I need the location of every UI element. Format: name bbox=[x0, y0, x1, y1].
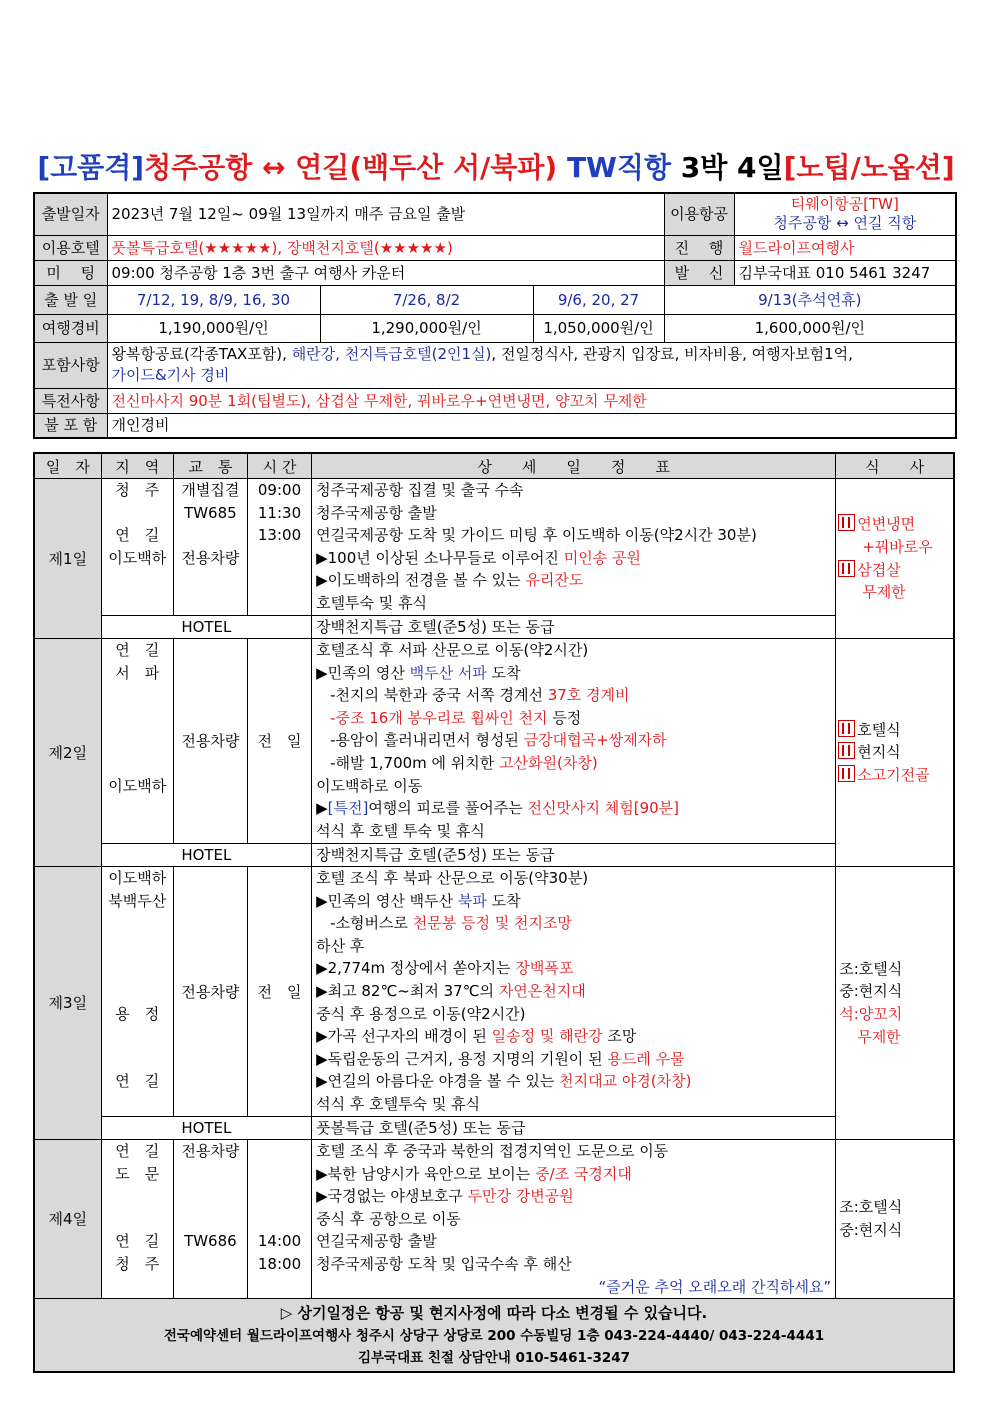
detail-text: 도착 bbox=[486, 663, 521, 682]
detail-highlight: 유리잔도 bbox=[525, 571, 584, 590]
region bbox=[102, 502, 173, 525]
price-2: 1,290,000원/인 bbox=[320, 314, 533, 342]
detail-highlight: 북파 bbox=[457, 891, 487, 910]
day3-meals bbox=[836, 867, 954, 1140]
footer-consult: 김부국대표 친절 상담안내 010-5461-3247 bbox=[357, 1350, 631, 1367]
region: 도 문 bbox=[115, 1164, 160, 1183]
date-group-1: 7/12, 19, 8/9, 16, 30 bbox=[107, 285, 320, 314]
detail-line: 호텔조식 후 서파 산문으로 이동(약2시간) bbox=[316, 641, 589, 659]
detail-line: 청주국제공항 도착 및 입국수속 후 해산 bbox=[316, 1254, 572, 1273]
detail-text: 여행의 피로를 풀어주는 bbox=[368, 799, 528, 818]
day1-meals bbox=[836, 479, 954, 639]
region: 청 주 bbox=[115, 481, 160, 499]
airline-value bbox=[734, 193, 956, 235]
day1-details bbox=[312, 479, 836, 616]
detail-text: -해발 1,700m 에 위치한 bbox=[330, 753, 500, 772]
header-transport: 교 통 bbox=[173, 453, 247, 479]
detail-text: 조망 bbox=[602, 1027, 637, 1046]
title-prefix: [고품격] bbox=[37, 151, 145, 184]
detail-line bbox=[316, 1048, 831, 1071]
meeting-value: 09:00 청주공항 1층 3번 출구 여행사 카운터 bbox=[107, 260, 664, 285]
day4-transport bbox=[173, 1140, 247, 1299]
detail-line: 호텔 조식 후 북파 산문으로 이동(약30분) bbox=[316, 869, 589, 887]
meal-text: 중:현지식 bbox=[839, 1221, 903, 1240]
detail-line: 중식 후 용정으로 이동(약2시간) bbox=[316, 1004, 526, 1023]
day1-hotel: 장백천지특급 호텔(준5성) 또는 동급 bbox=[312, 616, 836, 639]
fork-knife-icon bbox=[838, 720, 855, 737]
meal-text: 무제한 bbox=[862, 583, 906, 602]
detail-line bbox=[316, 1070, 831, 1093]
footer-notice: ▷ 상기일정은 항공 및 현지사정에 따라 다소 변경될 수 있습니다. bbox=[280, 1304, 708, 1323]
detail-line bbox=[316, 569, 831, 592]
day3-transport: 전용차량 bbox=[173, 867, 247, 1117]
header-meal: 식 사 bbox=[836, 453, 954, 479]
time: 14:00 bbox=[257, 1232, 302, 1251]
included-part-a: 왕복항공료(각종TAX포함), bbox=[111, 345, 292, 363]
day2-time: 전 일 bbox=[247, 639, 311, 844]
transport: 전용차량 bbox=[181, 548, 240, 567]
hotel-value: 풋볼특급호텔(★★★★★), 장백천지호텔(★★★★★) bbox=[107, 235, 664, 260]
header-detail: 상 세 일 정 표 bbox=[312, 453, 836, 479]
detail-line bbox=[316, 797, 831, 820]
transport: TW685 bbox=[184, 503, 237, 522]
day2-details bbox=[312, 639, 836, 844]
special-value: 전신마사지 90분 1회(팁별도), 삼겹살 무제한, 꿔바로우+연변냉면, 양꼬치 무제한 bbox=[107, 388, 956, 413]
included-value bbox=[107, 342, 956, 388]
transport: TW686 bbox=[184, 1232, 237, 1251]
header-day: 일 자 bbox=[34, 453, 101, 479]
detail-highlight: 두만강 강변공원 bbox=[467, 1187, 574, 1206]
day3-details bbox=[312, 867, 836, 1117]
detail-text: ▶ bbox=[316, 799, 328, 818]
detail-text: 등정 bbox=[547, 708, 582, 727]
meal-text: 소고기전골 bbox=[857, 765, 930, 784]
day3-hotel: 풋볼특급 호텔(준5성) 또는 동급 bbox=[312, 1117, 836, 1140]
detail-highlight: 자연온천지대 bbox=[498, 981, 586, 1000]
detail-highlight: 미인송 공원 bbox=[563, 548, 641, 567]
title-duration: 3박 4일 bbox=[680, 151, 784, 184]
detail-text: -용암이 흘러내리면서 형성된 bbox=[330, 731, 524, 750]
fork-knife-icon bbox=[838, 742, 855, 759]
included-part-c: , 전일정식사, 관광지 입장료, 비자비용, 여행자보험1억, bbox=[491, 345, 853, 363]
meal-line bbox=[838, 513, 949, 536]
region: 북백두산 bbox=[108, 891, 167, 910]
excluded-label: 불 포 함 bbox=[34, 413, 107, 438]
day4-details bbox=[312, 1140, 836, 1299]
header-time: 시 간 bbox=[247, 453, 311, 479]
region: 연 길 bbox=[115, 526, 160, 545]
detail-highlight: 천문봉 등정 및 천지조망 bbox=[412, 914, 572, 933]
time: 11:30 bbox=[257, 503, 302, 522]
airline-label: 이용항공 bbox=[664, 193, 734, 235]
detail-line bbox=[316, 980, 831, 1003]
detail-line: 석식 후 호텔투숙 및 휴식 bbox=[316, 1094, 481, 1113]
detail-text: ▶100년 이상된 소나무들로 이루어진 bbox=[316, 548, 564, 567]
day3-time: 전 일 bbox=[247, 867, 311, 1117]
meal-text: 중:현지식 bbox=[839, 982, 903, 1001]
detail-line: 연길국제공항 도착 및 가이드 미팅 후 이도백하 이동(약2시간 30분) bbox=[316, 526, 757, 545]
sender-label: 발 신 bbox=[664, 260, 734, 285]
detail-line bbox=[316, 547, 831, 570]
detail-line bbox=[316, 707, 831, 730]
depart-label: 출발일자 bbox=[34, 193, 107, 235]
airline-route: 청주공항 ↔ 연길 직항 bbox=[773, 214, 917, 233]
detail-text: ▶민족의 영산 bbox=[316, 663, 410, 682]
title-route: 청주공항 ↔ 연길(백두산 서/북파) bbox=[144, 151, 558, 184]
detail-line bbox=[316, 957, 831, 980]
time: 13:00 bbox=[257, 526, 302, 545]
price-4: 1,600,000원/인 bbox=[664, 314, 956, 342]
detail-highlight: 용드레 우물 bbox=[607, 1049, 685, 1068]
meal-text: 조:호텔식 bbox=[839, 959, 903, 978]
meal-text: 연변냉면 bbox=[857, 515, 916, 534]
transport bbox=[174, 524, 247, 547]
special-label: 특전사항 bbox=[34, 388, 107, 413]
region: 서 파 bbox=[115, 663, 160, 682]
detail-line bbox=[316, 912, 831, 935]
time: 09:00 bbox=[257, 481, 302, 499]
meal-line bbox=[838, 719, 949, 742]
detail-highlight: 고산화원(차창) bbox=[499, 753, 598, 772]
day4-regions bbox=[101, 1140, 173, 1299]
price-label: 여행경비 bbox=[34, 314, 107, 342]
fork-knife-icon bbox=[838, 514, 855, 531]
operator-value: 월드라이프여행사 bbox=[734, 235, 956, 260]
day3-label: 제3일 bbox=[34, 867, 101, 1140]
page-title bbox=[0, 146, 992, 186]
detail-highlight: 전신맛사지 체험[90분] bbox=[527, 799, 680, 818]
meal-line bbox=[838, 559, 949, 582]
detail-text: 도착 bbox=[486, 891, 521, 910]
fork-knife-icon bbox=[838, 765, 855, 782]
detail-line bbox=[316, 684, 831, 707]
day1-hotel-label: HOTEL bbox=[101, 616, 311, 639]
meal-text: 무제한 bbox=[857, 1027, 901, 1046]
region: 연 길 bbox=[115, 1072, 160, 1091]
detail-highlight: 금강대협곡+쌍제자하 bbox=[523, 731, 667, 750]
meal-line bbox=[838, 741, 949, 764]
detail-line bbox=[316, 752, 831, 775]
day4-label: 제4일 bbox=[34, 1140, 101, 1299]
airline-name: 티웨이항공[TW] bbox=[790, 195, 899, 214]
detail-text: ▶북한 남양시가 육안으로 보이는 bbox=[316, 1164, 536, 1183]
schedule-table bbox=[33, 452, 955, 1373]
day4-times bbox=[247, 1140, 311, 1299]
meal-text: +꿔바로우 bbox=[862, 537, 933, 556]
detail-line: 연길국제공항 출발 bbox=[316, 1232, 437, 1251]
day2-meals bbox=[836, 639, 954, 867]
title-direct: TW직항 bbox=[566, 151, 672, 184]
day2-label: 제2일 bbox=[34, 639, 101, 867]
price-3: 1,050,000원/인 bbox=[533, 314, 664, 342]
meal-text: 석:양꼬치 bbox=[839, 1005, 903, 1023]
included-part-b: 해란강, 천지특급호텔(2인1실) bbox=[291, 345, 492, 363]
region: 이도백하 bbox=[108, 776, 167, 795]
meal-line bbox=[838, 764, 949, 787]
detail-text: ▶이도백하의 전경을 볼 수 있는 bbox=[316, 571, 526, 590]
detail-line bbox=[316, 1163, 831, 1186]
dates-label: 출 발 일 bbox=[34, 285, 107, 314]
day2-regions bbox=[101, 639, 173, 844]
detail-line bbox=[316, 662, 831, 685]
day4-meals bbox=[836, 1140, 954, 1299]
detail-text: ▶독립운동의 근거지, 용정 지명의 기원이 된 bbox=[316, 1049, 608, 1068]
detail-text: -소형버스로 bbox=[330, 914, 413, 933]
meal-text: 삼겹살 bbox=[857, 560, 901, 579]
detail-line: 하산 후 bbox=[316, 936, 365, 955]
included-part-d: 가이드&기사 경비 bbox=[111, 366, 230, 384]
region: 연 길 bbox=[115, 641, 160, 659]
detail-line bbox=[316, 890, 831, 913]
region: 연 길 bbox=[115, 1142, 160, 1160]
included-label: 포함사항 bbox=[34, 342, 107, 388]
price-1: 1,190,000원/인 bbox=[107, 314, 320, 342]
day3-regions bbox=[101, 867, 173, 1117]
title-suffix: [노팁/노옵션] bbox=[783, 151, 955, 184]
detail-text: ▶2,774m 정상에서 쏟아지는 bbox=[316, 959, 516, 978]
meal-text: 현지식 bbox=[857, 743, 901, 762]
detail-line: 중식 후 공항으로 이동 bbox=[316, 1209, 461, 1228]
detail-text: ▶가곡 선구자의 배경이 된 bbox=[316, 1027, 492, 1046]
detail-text: ▶연길의 아름다운 야경을 볼 수 있는 bbox=[316, 1072, 560, 1091]
closing-message: “즐거운 추억 오래오래 간직하세요” bbox=[598, 1277, 832, 1296]
footer bbox=[34, 1299, 954, 1373]
excluded-value: 개인경비 bbox=[107, 413, 956, 438]
region: 용 정 bbox=[115, 1004, 160, 1023]
day1-times bbox=[247, 479, 311, 616]
region: 이도백하 bbox=[108, 869, 167, 887]
day3-hotel-label: HOTEL bbox=[101, 1117, 311, 1140]
detail-highlight: 장백폭포 bbox=[515, 959, 574, 978]
detail-line: 호텔투숙 및 휴식 bbox=[316, 593, 428, 612]
fork-knife-icon bbox=[838, 560, 855, 577]
detail-text: -천지의 북한과 중국 서쪽 경계선 bbox=[330, 686, 548, 705]
day2-hotel: 장백천지특급 호텔(준5성) 또는 동급 bbox=[312, 844, 836, 867]
region: 연 길 bbox=[115, 1232, 160, 1251]
sender-value: 김부국대표 010 5461 3247 bbox=[734, 260, 956, 285]
date-group-2: 7/26, 8/2 bbox=[320, 285, 533, 314]
header-region: 지 역 bbox=[101, 453, 173, 479]
time: 18:00 bbox=[257, 1254, 302, 1273]
day1-regions bbox=[101, 479, 173, 616]
hotel-label: 이용호텔 bbox=[34, 235, 107, 260]
detail-highlight: 37호 경계비 bbox=[547, 686, 630, 705]
detail-line: 석식 후 호텔 투숙 및 휴식 bbox=[316, 821, 485, 840]
region: 이도백하 bbox=[108, 548, 167, 567]
day1-transport bbox=[173, 479, 247, 616]
transport: 개별집결 bbox=[181, 481, 240, 499]
info-table bbox=[33, 192, 957, 439]
day2-transport: 전용차량 bbox=[173, 639, 247, 844]
detail-line: 이도백하로 이동 bbox=[316, 776, 423, 795]
meeting-label: 미 팅 bbox=[34, 260, 107, 285]
detail-highlight: 중/조 국경지대 bbox=[535, 1164, 632, 1183]
footer-contact: 전국예약센터 월드라이프여행사 청주시 상당구 상당로 200 수동빌딩 1층 043-224-4440/ 043-224-4441 bbox=[163, 1328, 825, 1345]
detail-text: ▶국경없는 야생보호구 bbox=[316, 1187, 468, 1206]
detail-highlight: 백두산 서파 bbox=[409, 663, 487, 682]
operator-label: 진 행 bbox=[664, 235, 734, 260]
detail-line: 청주국제공항 출발 bbox=[316, 503, 437, 522]
detail-line bbox=[316, 1185, 831, 1208]
date-group-4: 9/13(추석연휴) bbox=[664, 285, 956, 314]
detail-highlight: 일송정 및 해란강 bbox=[491, 1027, 603, 1046]
detail-highlight: [특전] bbox=[327, 799, 369, 818]
detail-highlight: 천지대교 야경(차창) bbox=[559, 1072, 692, 1091]
detail-line: 청주국제공항 집결 및 출국 수속 bbox=[316, 481, 524, 499]
detail-line: 호텔 조식 후 중국과 북한의 접경지역인 도문으로 이동 bbox=[316, 1142, 669, 1160]
detail-line bbox=[316, 1025, 831, 1048]
day2-hotel-label: HOTEL bbox=[101, 844, 311, 867]
day1-label: 제1일 bbox=[34, 479, 101, 639]
detail-highlight: -중조 16개 봉우리로 휩싸인 천지 bbox=[330, 708, 548, 727]
transport: 전용차량 bbox=[181, 1142, 240, 1160]
detail-text: ▶민족의 영산 백두산 bbox=[316, 891, 458, 910]
meal-text: 조:호텔식 bbox=[839, 1198, 903, 1217]
region: 청 주 bbox=[115, 1254, 160, 1273]
detail-line bbox=[316, 729, 831, 752]
depart-value: 2023년 7월 12일~ 09월 13일까지 매주 금요일 출발 bbox=[107, 193, 664, 235]
date-group-3: 9/6, 20, 27 bbox=[533, 285, 664, 314]
meal-text: 호텔식 bbox=[857, 720, 901, 739]
detail-text: ▶최고 82℃~최저 37℃의 bbox=[316, 981, 499, 1000]
